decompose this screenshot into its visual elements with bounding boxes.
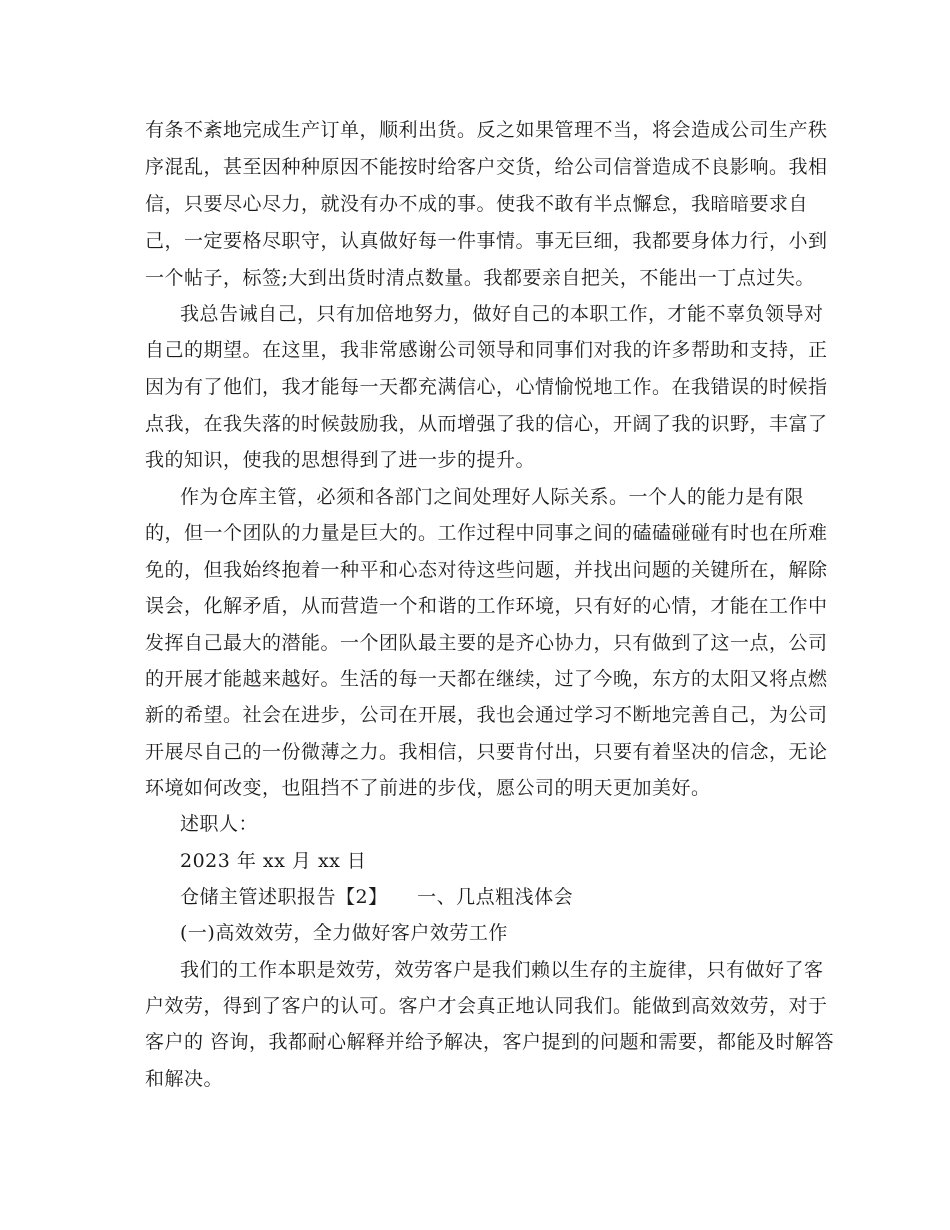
text-line: 和解决。 (145, 1068, 224, 1090)
text-line: 序混乱，甚至因种种原因不能按时给客户交货，给公司信誉造成不良影响。我相 (145, 156, 828, 178)
text-line: 我的知识，使我的思想得到了进一步的提升。 (145, 449, 536, 471)
signature-label: 述职人： (180, 813, 259, 835)
paragraph-start: 作为仓库主管，必须和各部门之间处理好人际关系。一个人的能力是有限 (180, 486, 805, 508)
text-line: 户效劳，得到了客户的认可。客户才会真正地认同我们。能做到高效效劳，对于 (145, 995, 828, 1017)
text-line: 因为有了他们，我才能每一天都充满信心，心情愉悦地工作。在我错误的时候指 (145, 376, 828, 398)
text-line: 有条不紊地完成生产订单，顺利出货。反之如果管理不当，将会造成公司生产秩 (145, 119, 828, 141)
section-heading: (一)高效效劳，全力做好客户效劳工作 (180, 922, 508, 944)
report-date: 2023 年 xx 月 xx 日 (180, 850, 367, 872)
text-line: 免的，但我始终抱着一种平和心态对待这些问题，并找出问题的关键所在，解除 (145, 559, 828, 581)
text-line: 的，但一个团队的力量是巨大的。工作过程中同事之间的磕磕碰碰有时也在所难 (145, 522, 828, 544)
text-line: 新的希望。社会在进步，公司在开展，我也会通过学习不断地完善自己，为公司 (145, 704, 828, 726)
text-line: 己，一定要格尽职守，认真做好每一件事情。事无巨细，我都要身体力行，小到 (145, 230, 828, 252)
text-line: 一个帖子，标签;大到出货时清点数量。我都要亲自把关，不能出一丁点过失。 (145, 267, 815, 289)
text-line: 的开展才能越来越好。生活的每一天都在继续，过了今晚，东方的太阳又将点燃 (145, 668, 828, 690)
paragraph-start: 我总告诫自己，只有加倍地努力，做好自己的本职工作，才能不辜负领导对 (180, 303, 824, 325)
report-heading: 仓储主管述职报告【2】 一、几点粗浅体会 (180, 886, 574, 908)
text-line: 客户的 咨询，我都耐心解释并给予解决，客户提到的问题和需要，都能及时解答 (145, 1031, 835, 1053)
text-line: 自己的期望。在这里，我非常感谢公司领导和同事们对我的许多帮助和支持，正 (145, 339, 828, 361)
paragraph-start: 我们的工作本职是效劳，效劳客户是我们赖以生存的主旋律，只有做好了客 (180, 959, 824, 981)
text-line: 信，只要尽心尽力，就没有办不成的事。使我不敢有半点懈怠，我暗暗要求自 (145, 193, 809, 215)
text-line: 误会，化解矛盾，从而营造一个和谐的工作环境，只有好的心情，才能在工作中 (145, 595, 828, 617)
text-line: 开展尽自己的一份微薄之力。我相信，只要肯付出，只要有着坚决的信念，无论 (145, 741, 828, 763)
text-line: 环境如何改变，也阻挡不了前进的步伐，愿公司的明天更加美好。 (145, 777, 711, 799)
text-line: 发挥自己最大的潜能。一个团队最主要的是齐心协力，只有做到了这一点，公司 (145, 632, 828, 654)
text-line: 点我，在我失落的时候鼓励我，从而增强了我的信心，开阔了我的识野，丰富了 (145, 413, 828, 435)
